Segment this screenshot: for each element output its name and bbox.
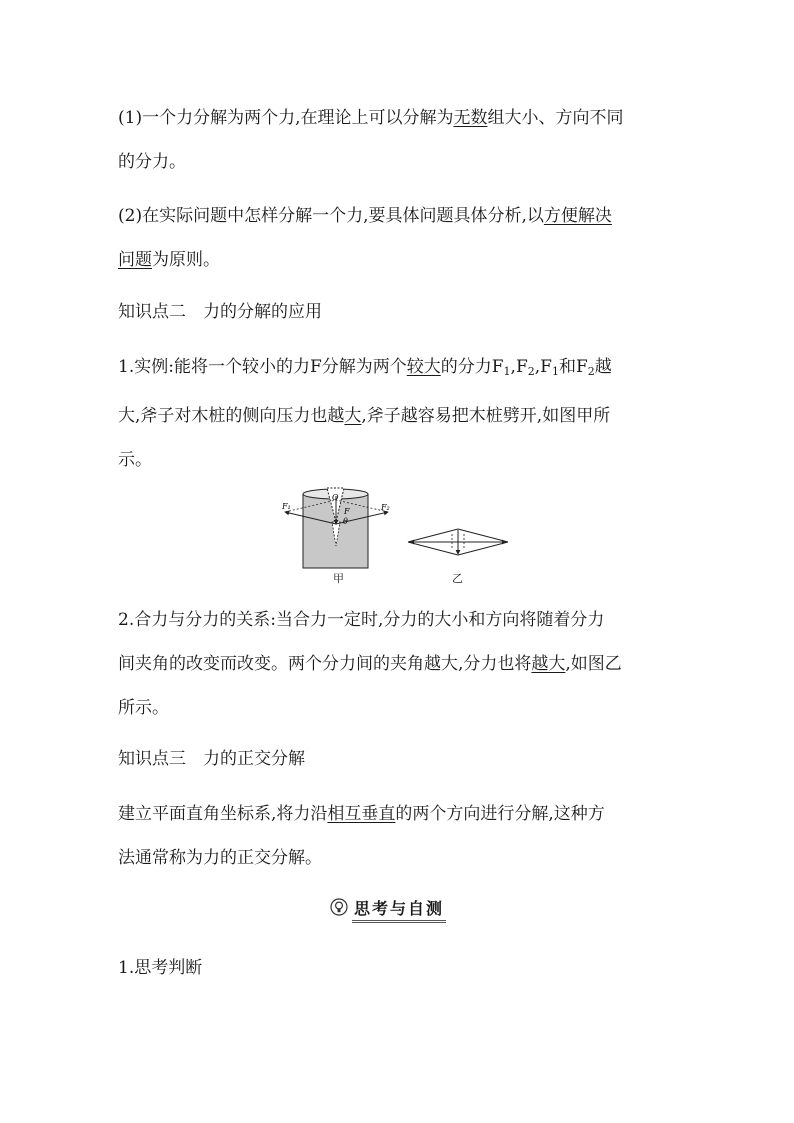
rhombus-edge-right-bottom	[458, 542, 508, 555]
label-F: F	[344, 507, 350, 516]
figure-caption-b: 乙	[452, 572, 463, 585]
rhombus-edge-left-top	[408, 529, 458, 542]
force-diagram	[270, 482, 520, 585]
section-heading-2: 知识点二 力的分解的应用	[118, 302, 322, 322]
label-O: O	[332, 493, 339, 502]
diagram-svg	[270, 482, 520, 582]
label-theta: θ	[343, 517, 348, 526]
paragraph-1: (1)一个力分解为两个力,在理论上可以分解为无数组大小、方向不同 的分力。	[118, 108, 624, 172]
rhombus-edge-left-bottom	[408, 542, 458, 555]
paragraph-2: (2)在实际问题中怎样分解一个力,要具体问题具体分析,以方便解决 问题为原则。	[118, 206, 612, 270]
self-test-banner	[330, 898, 446, 920]
label-F2: F₂	[381, 503, 390, 512]
rhombus-edge-right-top	[458, 529, 508, 542]
label-F1: F₁	[282, 502, 291, 511]
paragraph-6: 1.思考判断	[118, 958, 203, 978]
paragraph-3: 1.实例:能将一个较小的力F分解为两个较大的分力$F_1,F_2,F_1$和$F_2$越 大,斧子对木桩的侧向压力也越大,斧子越容易把木桩劈开,如图甲所 示。	[118, 357, 612, 470]
paragraph-4: 2.合力与分力的关系:当合力一定时,分力的大小和方向将随着分力 间夹角的改变而改变。两个分力间的夹角越大,分力也将越大,如图乙 所示。	[118, 610, 622, 718]
paragraph-5: 建立平面直角坐标系,将力沿相互垂直的两个方向进行分解,这种方 法通常称为力的正交分解。	[118, 804, 605, 868]
bulb-icon	[330, 898, 348, 920]
figure-caption-a: 甲	[333, 572, 344, 585]
section-heading-3: 知识点三 力的正交分解	[118, 749, 305, 769]
banner-title: 思考与自测	[352, 896, 446, 923]
